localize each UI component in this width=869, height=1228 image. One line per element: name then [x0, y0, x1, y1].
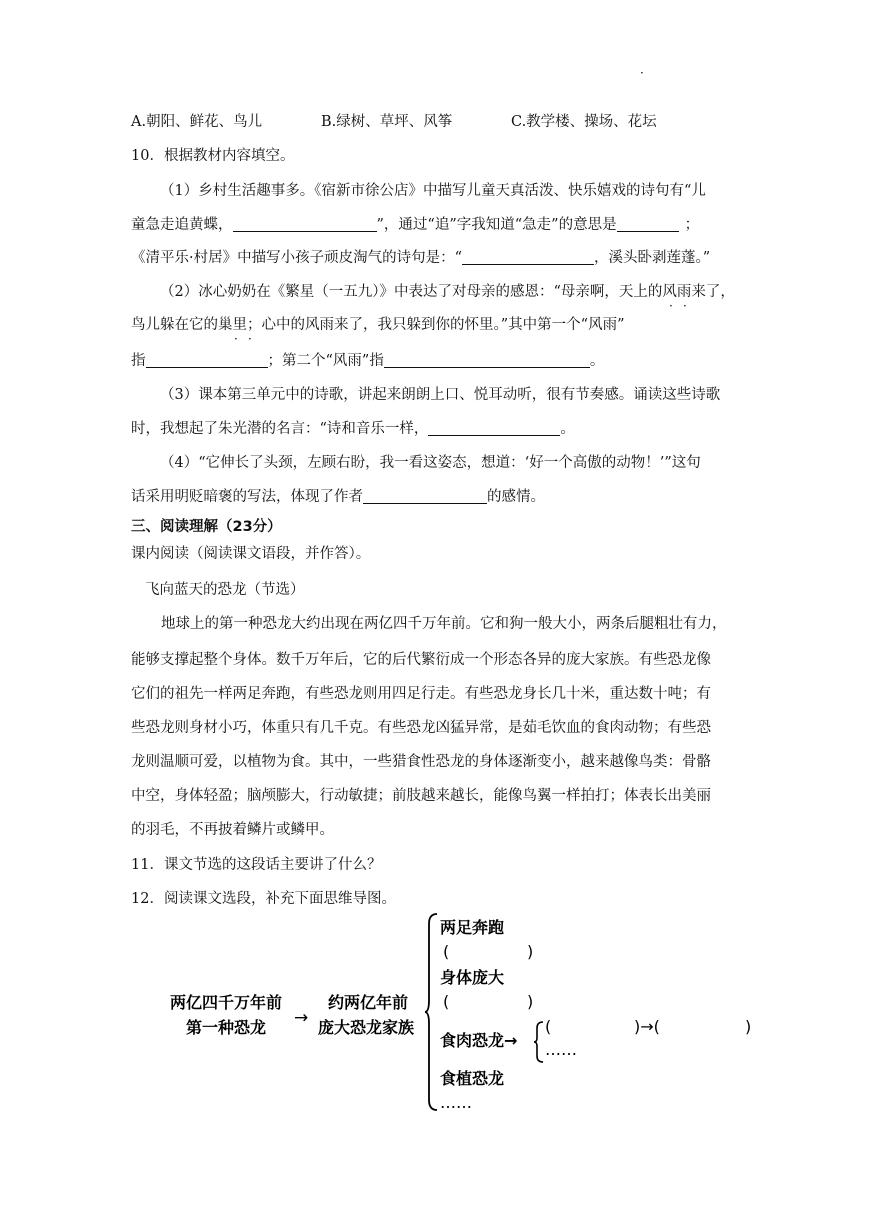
option-c: C.教学楼、操场、花坛 — [511, 114, 657, 130]
branch-blank-1-open: ( — [443, 942, 450, 961]
branch-huge-body: 身体庞大 — [440, 968, 505, 987]
answer-blank[interactable] — [146, 351, 268, 368]
map-origin-line2: 第一种恐龙 — [186, 1018, 267, 1037]
emphasis-dot: · — [234, 332, 238, 346]
answer-blank[interactable] — [428, 419, 560, 436]
sub-blank-end: ) — [745, 1017, 752, 1036]
answer-blank[interactable] — [384, 351, 590, 368]
branch-carnivore: 食肉恐龙→ — [440, 1031, 518, 1050]
answer-blank[interactable] — [233, 215, 377, 232]
q10-p1-line1: （1）乡村生活趣事多。《宿新市徐公店》中描写儿童天真活泼、快乐嬉戏的诗句有“儿 — [160, 183, 706, 199]
option-b: B.绿树、草坪、风筝 — [321, 114, 453, 130]
passage-line: 龙则温顺可爱，以植物为食。其中，一些猎食性恐龙的身体逐渐变小，越来越像鸟类：骨骼 — [131, 754, 711, 770]
branch-blank-2-close: ) — [527, 992, 534, 1011]
q10-p2-line1: （2）冰心奶奶在《繁星（一五九）》中表达了对母亲的感恩：“母亲啊，天上的风雨来了， — [160, 284, 735, 300]
passage-line: 能够支撑起整个身体。数千万年后，它的后代繁衍成一个形态各异的庞大家族。有些恐龙像 — [131, 652, 711, 668]
branch-ellipsis: …… — [440, 1093, 472, 1112]
branch-blank-1-close: ) — [527, 942, 534, 961]
q10-p3-line2: 时，我想起了朱光潜的名言：“诗和音乐一样， 。 — [131, 421, 575, 437]
emphasis-dot: · — [669, 299, 673, 313]
q10-p4-line2: 话采用明贬暗褒的写法，体现了作者 的感情。 — [131, 489, 545, 505]
map-arrow: → — [294, 1008, 309, 1028]
sub-blank-open: ( — [545, 1017, 552, 1036]
q10-p1-line2: 童急走追黄蝶， ”，通过“追”字我知道“急走”的意思是 ； — [131, 217, 700, 233]
q9-options — [131, 112, 657, 132]
answer-blank[interactable] — [617, 215, 679, 232]
passage-line: 它们的祖先一样两足奔跑，有些恐龙则用四足行走。有些恐龙身长几十米，重达数十吨；有 — [131, 686, 711, 702]
branch-herbivore: 食植恐龙 — [440, 1069, 505, 1088]
passage-line: 的羽毛，不再披着鳞片或鳞甲。 — [131, 822, 334, 838]
answer-blank[interactable] — [363, 487, 487, 504]
question-11: 11．课文节选的这段话主要讲了什么？ — [131, 857, 382, 873]
passage-title: 飞向蓝天的恐龙（节选） — [145, 582, 305, 598]
passage-line: 中空，身体轻盈；脑颅膨大，行动敏捷；前肢越来越长，能像鸟翼一样拍打；体表长出美丽 — [131, 788, 711, 804]
emphasis-dot: · — [683, 299, 687, 313]
option-a: A.朝阳、鲜花、鸟儿 — [131, 114, 263, 130]
section-heading: 三、阅读理解（23分） — [131, 519, 282, 535]
q10-p4-line1: （4）“它伸长了头颈，左顾右盼，我一看这姿态，想道：‘好一个高傲的动物！’”这句 — [160, 455, 701, 471]
page-mark: · — [640, 66, 644, 80]
sub-blank-middle: )→( — [634, 1017, 660, 1036]
branch-blank-2-open: ( — [443, 992, 450, 1011]
section-intro: 课内阅读（阅读课文语段，并作答）。 — [131, 546, 371, 562]
answer-blank[interactable] — [462, 248, 594, 265]
passage-line: 些恐龙则身材小巧，体重只有几千克。有些恐龙凶猛异常，是茹毛饮血的食肉动物；有些恐 — [131, 720, 711, 736]
map-family-line2: 庞大恐龙家族 — [318, 1018, 415, 1037]
q10-p2-line3: 指 ；第二个“风雨”指 。 — [131, 353, 605, 369]
sub-ellipsis: …… — [545, 1040, 577, 1059]
q10-p3-line1: （3）课本第三单元中的诗歌，讲起来朗朗上口、悦耳动听，很有节奏感。诵读这些诗歌 — [160, 387, 721, 403]
q10-p1-line3: 《清平乐·村居》中描写小孩子顽皮淘气的诗句是：“ ，溪头卧剥莲蓬。” — [131, 250, 711, 266]
question-12: 12．阅读课文选段，补充下面思维导图。 — [131, 891, 396, 907]
map-origin-line1: 两亿四千万年前 — [170, 993, 283, 1012]
q10-title: 10．根据教材内容填空。 — [131, 148, 295, 164]
branch-two-legged: 两足奔跑 — [440, 918, 505, 937]
emphasis-dot: · — [248, 332, 252, 346]
small-brace — [534, 1020, 544, 1064]
passage-line: 地球上的第一种恐龙大约出现在两亿四千万年前。它和狗一般大小，两条后腿粗壮有力， — [161, 616, 727, 632]
map-family-line1: 约两亿年前 — [328, 993, 409, 1012]
left-brace — [425, 912, 439, 1112]
q10-p2-line2: 鸟儿躲在它的巢里；心中的风雨来了，我只躲到你的怀里。”其中第一个“风雨” — [131, 317, 625, 333]
